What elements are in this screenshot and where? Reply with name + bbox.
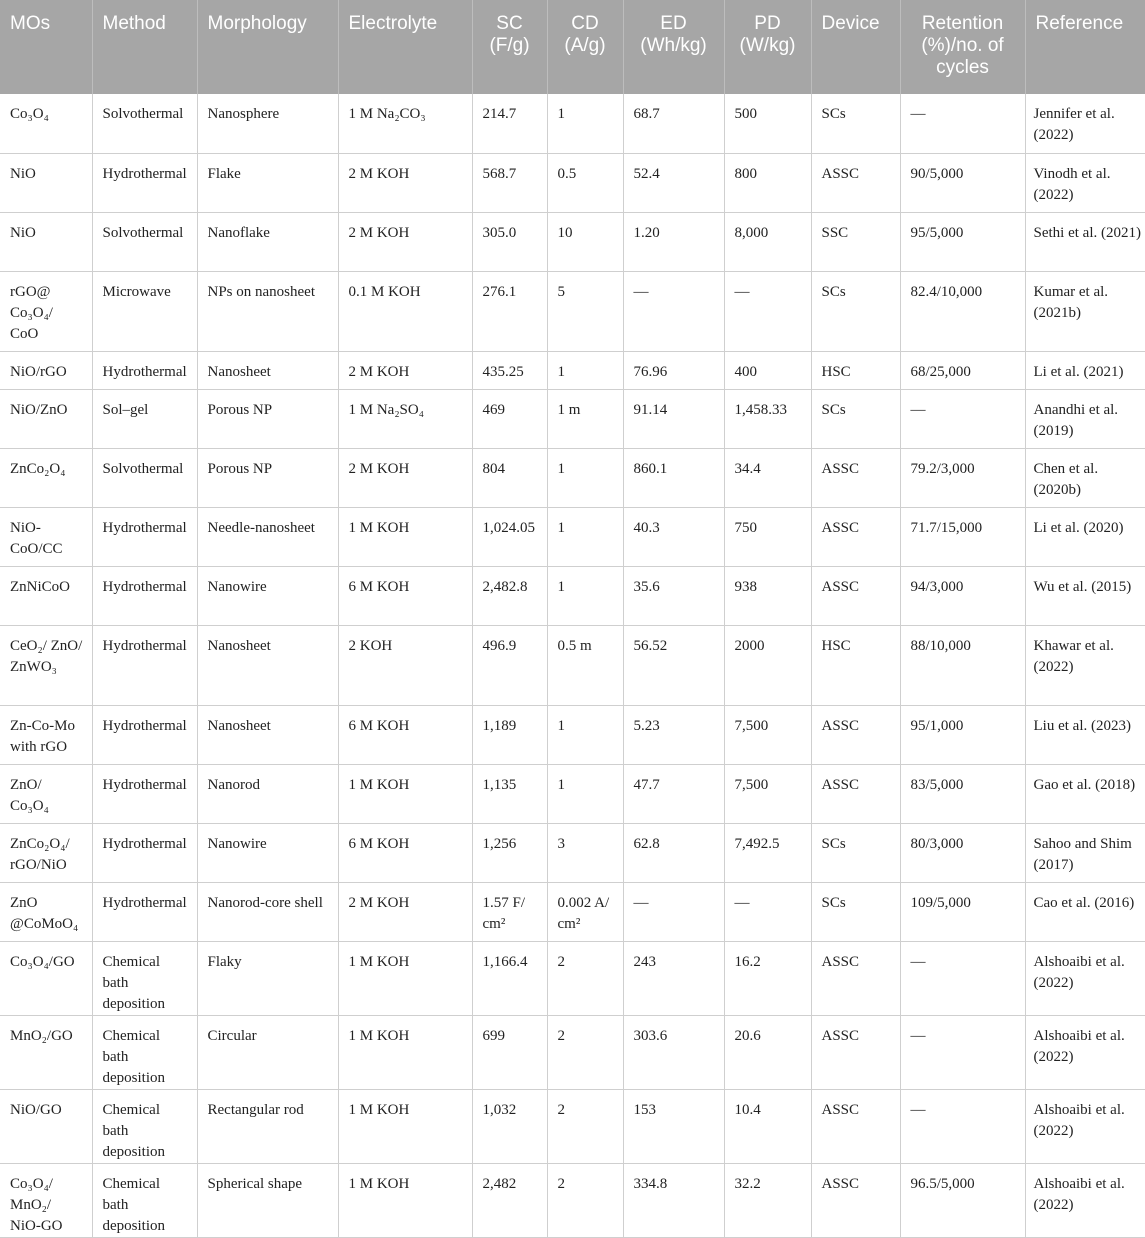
cell-retention: 80/3,000 [900, 823, 1025, 882]
cell-device: ASSC [811, 448, 900, 507]
cell-method: Chemical bath deposition [92, 1163, 197, 1237]
table-row [0, 566, 1145, 625]
cell-method: Hydrothermal [92, 507, 197, 566]
cell-mo: NiO [0, 153, 92, 212]
cell-electrolyte: 6 M KOH [338, 566, 472, 625]
cell-mo: MnO₂/GO [0, 1015, 92, 1089]
cell-electrolyte: 2 KOH [338, 625, 472, 705]
column-header-morphology: Morphology [197, 0, 338, 94]
cell-electrolyte: 1 M KOH [338, 941, 472, 1015]
cell-mo: ZnO/ Co₃O₄ [0, 764, 92, 823]
cell-electrolyte: 1 M KOH [338, 507, 472, 566]
cell-method: Hydrothermal [92, 823, 197, 882]
cell-morphology: Nanosphere [197, 94, 338, 153]
cell-device: SCs [811, 823, 900, 882]
cell-mo: Co₃O₄/ MnO₂/ NiO-GO [0, 1163, 92, 1237]
cell-pd: 16.2 [724, 941, 811, 1015]
cell-retention: 83/5,000 [900, 764, 1025, 823]
cell-reference: Sahoo and Shim (2017) [1025, 823, 1145, 882]
cell-reference: Alshoaibi et al. (2022) [1025, 941, 1145, 1015]
cell-cd: 1 [547, 705, 623, 764]
cell-morphology: Nanosheet [197, 351, 338, 389]
cell-method: Hydrothermal [92, 153, 197, 212]
cell-pd: 7,500 [724, 705, 811, 764]
cell-device: ASSC [811, 941, 900, 1015]
cell-retention: 96.5/5,000 [900, 1163, 1025, 1237]
cell-method: Chemical bath deposition [92, 1015, 197, 1089]
cell-cd: 2 [547, 1163, 623, 1237]
cell-retention: 90/5,000 [900, 153, 1025, 212]
cell-ed: 91.14 [623, 389, 724, 448]
cell-device: ASSC [811, 566, 900, 625]
cell-device: HSC [811, 351, 900, 389]
cell-morphology: Rectangular rod [197, 1089, 338, 1163]
cell-electrolyte: 1 M KOH [338, 1015, 472, 1089]
cell-morphology: Spherical shape [197, 1163, 338, 1237]
cell-retention: — [900, 1089, 1025, 1163]
cell-mo: ZnNiCoO [0, 566, 92, 625]
cell-method: Hydrothermal [92, 351, 197, 389]
cell-electrolyte: 2 M KOH [338, 212, 472, 271]
cell-pd: 10.4 [724, 1089, 811, 1163]
cell-mo: CeO₂/ ZnO/ ZnWO₃ [0, 625, 92, 705]
cell-reference: Wu et al. (2015) [1025, 566, 1145, 625]
cell-morphology: Nanorod-core shell [197, 882, 338, 941]
cell-retention: 94/3,000 [900, 566, 1025, 625]
cell-reference: Liu et al. (2023) [1025, 705, 1145, 764]
table-row [0, 1163, 1145, 1237]
cell-pd: 20.6 [724, 1015, 811, 1089]
column-header-cd-a-g: CD (A/g) [547, 0, 623, 94]
cell-device: ASSC [811, 507, 900, 566]
table-body [0, 94, 1145, 1237]
cell-electrolyte: 1 M KOH [338, 1163, 472, 1237]
cell-mo: Co₃O₄/GO [0, 941, 92, 1015]
cell-pd: 7,492.5 [724, 823, 811, 882]
cell-device: SCs [811, 389, 900, 448]
cell-morphology: Nanowire [197, 566, 338, 625]
cell-sc: 1,166.4 [472, 941, 547, 1015]
cell-pd: 7,500 [724, 764, 811, 823]
cell-cd: 0.002 A/ cm² [547, 882, 623, 941]
table-row [0, 448, 1145, 507]
cell-sc: 469 [472, 389, 547, 448]
cell-pd: 938 [724, 566, 811, 625]
cell-pd: 800 [724, 153, 811, 212]
cell-electrolyte: 2 M KOH [338, 153, 472, 212]
cell-sc: 276.1 [472, 271, 547, 351]
column-header-retention-no-of-cycles: Retention (%)/no. of cycles [900, 0, 1025, 94]
cell-cd: 10 [547, 212, 623, 271]
cell-sc: 214.7 [472, 94, 547, 153]
column-header-mos: MOs [0, 0, 92, 94]
header-row [0, 0, 1145, 94]
cell-retention: 68/25,000 [900, 351, 1025, 389]
cell-morphology: NPs on nanosheet [197, 271, 338, 351]
column-header-method: Method [92, 0, 197, 94]
cell-method: Hydrothermal [92, 625, 197, 705]
table-row [0, 1089, 1145, 1163]
cell-electrolyte: 0.1 M KOH [338, 271, 472, 351]
cell-pd: 1,458.33 [724, 389, 811, 448]
cell-retention: — [900, 941, 1025, 1015]
cell-electrolyte: 2 M KOH [338, 882, 472, 941]
cell-method: Hydrothermal [92, 705, 197, 764]
table-row [0, 153, 1145, 212]
cell-ed: 1.20 [623, 212, 724, 271]
cell-cd: 1 [547, 764, 623, 823]
cell-morphology: Nanowire [197, 823, 338, 882]
table-row [0, 389, 1145, 448]
cell-mo: ZnO @CoMoO₄ [0, 882, 92, 941]
cell-cd: 3 [547, 823, 623, 882]
cell-mo: NiO/GO [0, 1089, 92, 1163]
cell-morphology: Flake [197, 153, 338, 212]
cell-sc: 1,024.05 [472, 507, 547, 566]
cell-cd: 1 m [547, 389, 623, 448]
cell-reference: Jennifer et al. (2022) [1025, 94, 1145, 153]
cell-cd: 1 [547, 507, 623, 566]
cell-reference: Sethi et al. (2021) [1025, 212, 1145, 271]
cell-device: SCs [811, 271, 900, 351]
cell-electrolyte: 6 M KOH [338, 823, 472, 882]
cell-retention: — [900, 94, 1025, 153]
cell-reference: Alshoaibi et al. (2022) [1025, 1015, 1145, 1089]
cell-sc: 2,482 [472, 1163, 547, 1237]
table-header [0, 0, 1145, 94]
cell-mo: NiO- CoO/CC [0, 507, 92, 566]
cell-method: Chemical bath deposition [92, 941, 197, 1015]
cell-retention: 82.4/10,000 [900, 271, 1025, 351]
cell-retention: 79.2/3,000 [900, 448, 1025, 507]
cell-sc: 568.7 [472, 153, 547, 212]
cell-method: Hydrothermal [92, 566, 197, 625]
cell-mo: Zn-Co-Mo with rGO [0, 705, 92, 764]
cell-sc: 496.9 [472, 625, 547, 705]
cell-ed: 40.3 [623, 507, 724, 566]
cell-morphology: Flaky [197, 941, 338, 1015]
cell-sc: 699 [472, 1015, 547, 1089]
cell-sc: 1,032 [472, 1089, 547, 1163]
cell-pd: — [724, 271, 811, 351]
table-row [0, 94, 1145, 153]
cell-morphology: Nanoflake [197, 212, 338, 271]
cell-retention: 109/5,000 [900, 882, 1025, 941]
cell-ed: 47.7 [623, 764, 724, 823]
table-row [0, 882, 1145, 941]
cell-device: ASSC [811, 1163, 900, 1237]
cell-ed: 303.6 [623, 1015, 724, 1089]
cell-sc: 2,482.8 [472, 566, 547, 625]
column-header-reference: Reference [1025, 0, 1145, 94]
cell-cd: 1 [547, 351, 623, 389]
cell-mo: NiO/ZnO [0, 389, 92, 448]
table-row [0, 764, 1145, 823]
cell-reference: Alshoaibi et al. (2022) [1025, 1089, 1145, 1163]
cell-device: ASSC [811, 1015, 900, 1089]
cell-method: Hydrothermal [92, 882, 197, 941]
cell-morphology: Porous NP [197, 389, 338, 448]
cell-electrolyte: 1 M KOH [338, 764, 472, 823]
cell-morphology: Porous NP [197, 448, 338, 507]
cell-method: Solvothermal [92, 94, 197, 153]
cell-reference: Khawar et al. (2022) [1025, 625, 1145, 705]
cell-cd: 2 [547, 1089, 623, 1163]
cell-ed: 52.4 [623, 153, 724, 212]
cell-ed: 35.6 [623, 566, 724, 625]
cell-reference: Li et al. (2021) [1025, 351, 1145, 389]
cell-ed: 56.52 [623, 625, 724, 705]
column-header-device: Device [811, 0, 900, 94]
cell-ed: 153 [623, 1089, 724, 1163]
cell-device: SCs [811, 882, 900, 941]
cell-ed: 243 [623, 941, 724, 1015]
cell-electrolyte: 2 M KOH [338, 351, 472, 389]
cell-pd: 2000 [724, 625, 811, 705]
cell-mo: NiO/rGO [0, 351, 92, 389]
cell-retention: 95/1,000 [900, 705, 1025, 764]
cell-device: ASSC [811, 705, 900, 764]
cell-reference: Alshoaibi et al. (2022) [1025, 1163, 1145, 1237]
cell-ed: 5.23 [623, 705, 724, 764]
cell-ed: 62.8 [623, 823, 724, 882]
cell-device: ASSC [811, 1089, 900, 1163]
cell-mo: Co₃O₄ [0, 94, 92, 153]
column-header-sc-f-g: SC (F/g) [472, 0, 547, 94]
cell-method: Chemical bath deposition [92, 1089, 197, 1163]
table-row [0, 705, 1145, 764]
table-row [0, 625, 1145, 705]
cell-cd: 0.5 [547, 153, 623, 212]
cell-ed: — [623, 882, 724, 941]
cell-reference: Cao et al. (2016) [1025, 882, 1145, 941]
cell-pd: — [724, 882, 811, 941]
cell-retention: 88/10,000 [900, 625, 1025, 705]
cell-retention: 71.7/15,000 [900, 507, 1025, 566]
cell-sc: 1,135 [472, 764, 547, 823]
cell-morphology: Needle-nanosheet [197, 507, 338, 566]
cell-electrolyte: 6 M KOH [338, 705, 472, 764]
cell-mo: ZnCo₂O₄ [0, 448, 92, 507]
table-row [0, 1015, 1145, 1089]
cell-cd: 2 [547, 1015, 623, 1089]
cell-reference: Kumar et al. (2021b) [1025, 271, 1145, 351]
cell-ed: — [623, 271, 724, 351]
cell-mo: rGO@ Co₃O₄/ CoO [0, 271, 92, 351]
cell-mo: NiO [0, 212, 92, 271]
cell-retention: — [900, 1015, 1025, 1089]
cell-cd: 2 [547, 941, 623, 1015]
cell-ed: 860.1 [623, 448, 724, 507]
cell-cd: 0.5 m [547, 625, 623, 705]
cell-retention: 95/5,000 [900, 212, 1025, 271]
table-row [0, 507, 1145, 566]
column-header-pd-w-kg: PD (W/kg) [724, 0, 811, 94]
cell-morphology: Nanosheet [197, 625, 338, 705]
cell-sc: 1,256 [472, 823, 547, 882]
cell-pd: 750 [724, 507, 811, 566]
cell-pd: 8,000 [724, 212, 811, 271]
cell-pd: 32.2 [724, 1163, 811, 1237]
cell-reference: Gao et al. (2018) [1025, 764, 1145, 823]
cell-reference: Anandhi et al. (2019) [1025, 389, 1145, 448]
table-row [0, 823, 1145, 882]
cell-sc: 305.0 [472, 212, 547, 271]
cell-device: HSC [811, 625, 900, 705]
cell-sc: 804 [472, 448, 547, 507]
cell-sc: 435.25 [472, 351, 547, 389]
table-row [0, 941, 1145, 1015]
cell-device: SCs [811, 94, 900, 153]
cell-pd: 400 [724, 351, 811, 389]
cell-morphology: Circular [197, 1015, 338, 1089]
cell-ed: 68.7 [623, 94, 724, 153]
cell-morphology: Nanorod [197, 764, 338, 823]
cell-electrolyte: 1 M KOH [338, 1089, 472, 1163]
cell-electrolyte: 2 M KOH [338, 448, 472, 507]
cell-cd: 1 [547, 94, 623, 153]
cell-sc: 1.57 F/ cm² [472, 882, 547, 941]
cell-reference: Chen et al. (2020b) [1025, 448, 1145, 507]
table-row [0, 351, 1145, 389]
cell-ed: 334.8 [623, 1163, 724, 1237]
cell-device: SSC [811, 212, 900, 271]
cell-pd: 34.4 [724, 448, 811, 507]
cell-method: Microwave [92, 271, 197, 351]
cell-sc: 1,189 [472, 705, 547, 764]
cell-device: ASSC [811, 153, 900, 212]
cell-reference: Vinodh et al. (2022) [1025, 153, 1145, 212]
table-row [0, 212, 1145, 271]
cell-ed: 76.96 [623, 351, 724, 389]
column-header-electrolyte: Electrolyte [338, 0, 472, 94]
cell-method: Hydrothermal [92, 764, 197, 823]
cell-method: Solvothermal [92, 448, 197, 507]
cell-cd: 5 [547, 271, 623, 351]
column-header-ed-wh-kg: ED (Wh/kg) [623, 0, 724, 94]
cell-electrolyte: 1 M Na₂CO₃ [338, 94, 472, 153]
cell-mo: ZnCo₂O₄/ rGO/NiO [0, 823, 92, 882]
cell-morphology: Nanosheet [197, 705, 338, 764]
table-row [0, 271, 1145, 351]
cell-retention: — [900, 389, 1025, 448]
cell-electrolyte: 1 M Na₂SO₄ [338, 389, 472, 448]
cell-pd: 500 [724, 94, 811, 153]
cell-cd: 1 [547, 566, 623, 625]
cell-method: Solvothermal [92, 212, 197, 271]
cell-method: Sol–gel [92, 389, 197, 448]
cell-reference: Li et al. (2020) [1025, 507, 1145, 566]
cell-device: ASSC [811, 764, 900, 823]
cell-cd: 1 [547, 448, 623, 507]
